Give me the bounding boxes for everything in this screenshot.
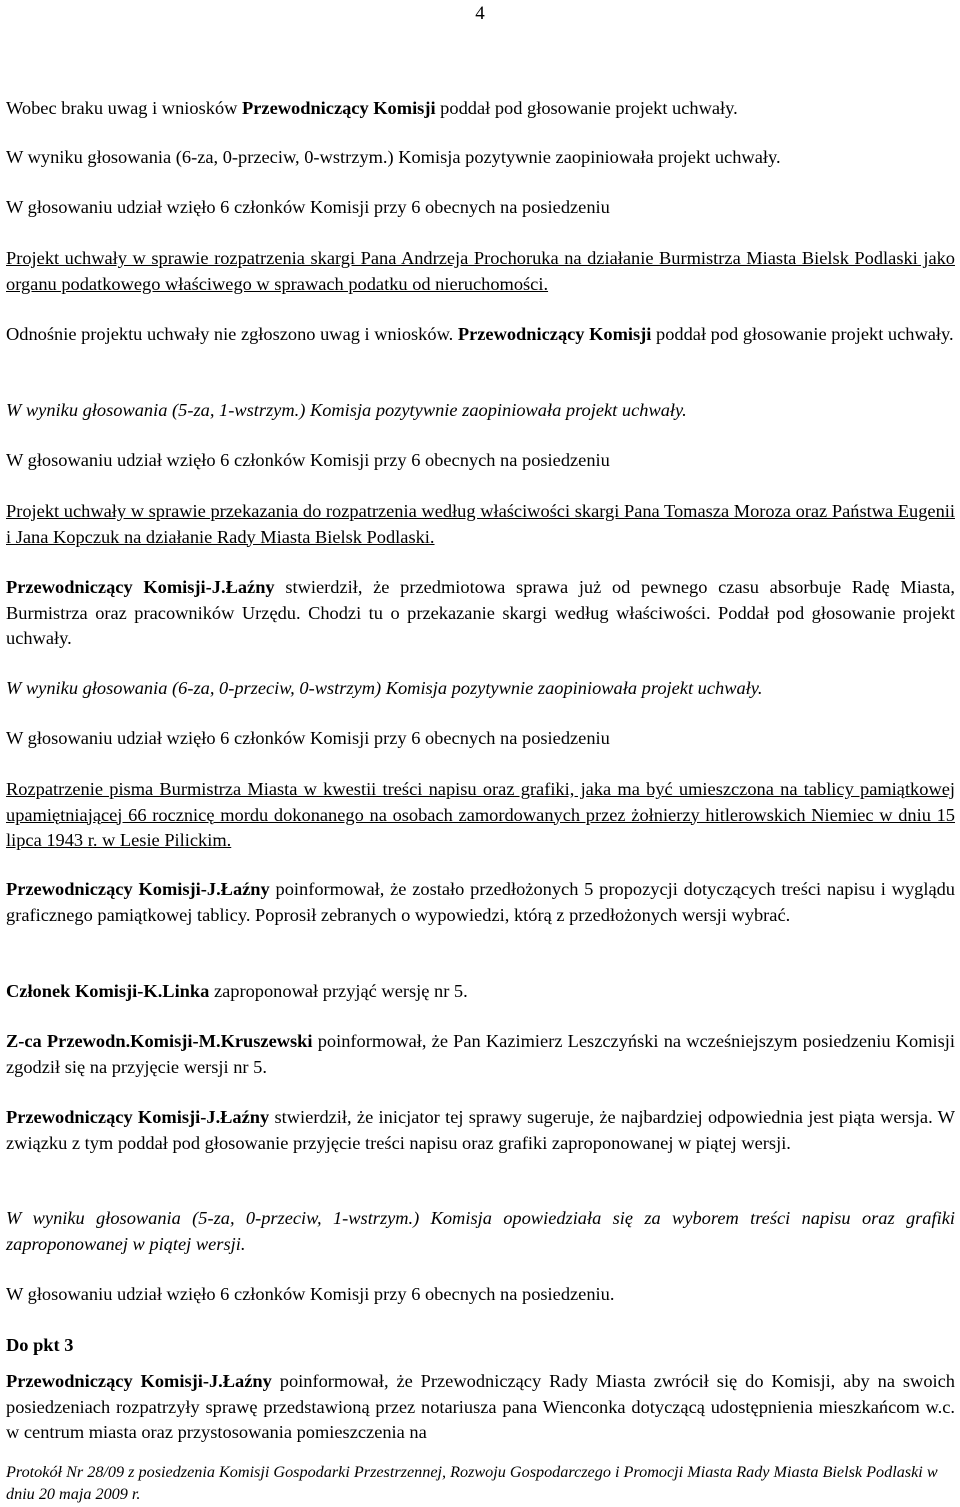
paragraph-vote-result: W wyniku głosowania (6-za, 0-przeciw, 0-wstrzym) Komisja pozytywnie zaopiniowała projekt uchwały.	[6, 678, 763, 698]
paragraph-chairman-statement: Przewodniczący Komisji-J.Łaźny poinformował, że Przewodniczący Rady Miasta zwrócił się do Komisji, aby na swoich posiedzeniach rozpatrzyły sprawę przedstawioną przez notariusza pana Wienconka dotyczącą udostępnienia mieszkańcom w.c. w centrum miasta oraz przystosowania pomieszczenia na	[6, 1371, 955, 1442]
speaker-name: Przewodniczący Komisji-J.Łaźny	[6, 879, 270, 899]
paragraph-vote-result: W wyniku głosowania (5-za, 1-wstrzym.) Komisja pozytywnie zaopiniowała projekt uchwały.	[6, 400, 687, 420]
speaker-name: Przewodniczący Komisji-J.Łaźny	[6, 1371, 272, 1391]
speaker-name: Przewodniczący Komisji-J.Łaźny	[6, 1107, 270, 1127]
paragraph-vote-result: W wyniku głosowania (6-za, 0-przeciw, 0-wstrzym.) Komisja pozytywnie zaopiniowała projekt uchwały.	[6, 147, 781, 167]
paragraph-attendance: W głosowaniu udział wzięło 6 członków Komisji przy 6 obecnych na posiedzeniu	[6, 197, 610, 217]
paragraph-vote-intro: Wobec braku uwag i wniosków Przewodniczący Komisji poddał pod głosowanie projekt uchwały.	[6, 98, 738, 118]
paragraph-resolution-title: Projekt uchwały w sprawie rozpatrzenia skargi Pana Andrzeja Prochoruka na działanie Burmistrza Miasta Bielsk Podlaski jako organu podatkowego właściwego w sprawach podatku od nieruchomości.	[6, 248, 955, 294]
paragraph-chairman-statement: Przewodniczący Komisji-J.Łaźny stwierdził, że inicjator tej sprawy sugeruje, że najbardziej odpowiednia jest piąta wersja. W związku z tym poddał pod głosowanie przyjęcie treści napisu oraz grafiki zaproponowanej w piątej wersji.	[6, 1107, 955, 1153]
section-heading: Do pkt 3	[6, 1335, 74, 1355]
page-number: 4	[475, 3, 485, 24]
paragraph-attendance: W głosowaniu udział wzięło 6 członków Komisji przy 6 obecnych na posiedzeniu	[6, 728, 610, 748]
speaker-name: Z-ca Przewodn.Komisji-M.Kruszewski	[6, 1031, 313, 1051]
speaker-name: Przewodniczący Komisji	[242, 98, 436, 118]
speaker-name: Przewodniczący Komisji	[457, 324, 652, 344]
paragraph-attendance: W głosowaniu udział wzięło 6 członków Komisji przy 6 obecnych na posiedzeniu.	[6, 1284, 615, 1304]
speaker-name: Przewodniczący Komisji-J.Łaźny	[6, 577, 275, 597]
paragraph-vote-result: W wyniku głosowania (5-za, 0-przeciw, 1-wstrzym.) Komisja opowiedziała się za wyborem treści napisu oraz grafiki zaproponowanej w piątej wersji.	[6, 1208, 955, 1254]
paragraph-chairman-statement: Przewodniczący Komisji-J.Łaźny poinformował, że zostało przedłożonych 5 propozycji dotyczących treści napisu i wyglądu graficznego pamiątkowej tablicy. Poprosił zebranych o wypowiedzi, którą z przedłożonych wersji wybrać.	[6, 879, 955, 925]
paragraph-vice-chair-statement: Z-ca Przewodn.Komisji-M.Kruszewski poinformował, że Pan Kazimierz Leszczyński na wcześniejszym posiedzeniu Komisji zgodził się na przyjęcie wersji nr 5.	[6, 1031, 956, 1077]
paragraph-attendance: W głosowaniu udział wzięło 6 członków Komisji przy 6 obecnych na posiedzeniu	[6, 450, 610, 470]
paragraph-topic-title: Rozpatrzenie pisma Burmistrza Miasta w kwestii treści napisu oraz grafiki, jaka ma być umieszczona na tablicy pamiątkowej upamiętniającej 66 rocznicę mordu dokonanego na osobach zamordowanych przez żołnierzy hitlerowskich Niemiec w dniu 15 lipca 1943 r. w Lesie Pilickim.	[6, 779, 955, 850]
footer: Protokół Nr 28/09 z posiedzenia Komisji Gospodarki Przestrzennej, Rozwoju Gospodarczego i Promocji Miasta Rady Miasta Bielsk Podlaski w dniu 20 maja 2009 r.	[6, 1463, 938, 1503]
paragraph-no-remarks: Odnośnie projektu uchwały nie zgłoszono uwag i wniosków. Przewodniczący Komisji poddał pod głosowanie projekt uchwały.	[6, 324, 954, 344]
speaker-name: Członek Komisji-K.Linka	[6, 981, 210, 1001]
paragraph-resolution-title: Projekt uchwały w sprawie przekazania do rozpatrzenia według właściwości skargi Pana Tomasza Moroza oraz Państwa Eugenii i Jana Kopczuk na działanie Rady Miasta Bielsk Podlaski.	[6, 501, 955, 547]
paragraph-member-proposal: Członek Komisji-K.Linka zaproponował przyjąć wersję nr 5.	[6, 981, 468, 1001]
paragraph-chairman-statement: Przewodniczący Komisji-J.Łaźny stwierdził, że przedmiotowa sprawa już od pewnego czasu absorbuje Radę Miasta, Burmistrza oraz pracowników Urzędu. Chodzi tu o przekazanie skargi według właściwości. Poddał pod głosowanie projekt uchwały.	[6, 577, 955, 648]
